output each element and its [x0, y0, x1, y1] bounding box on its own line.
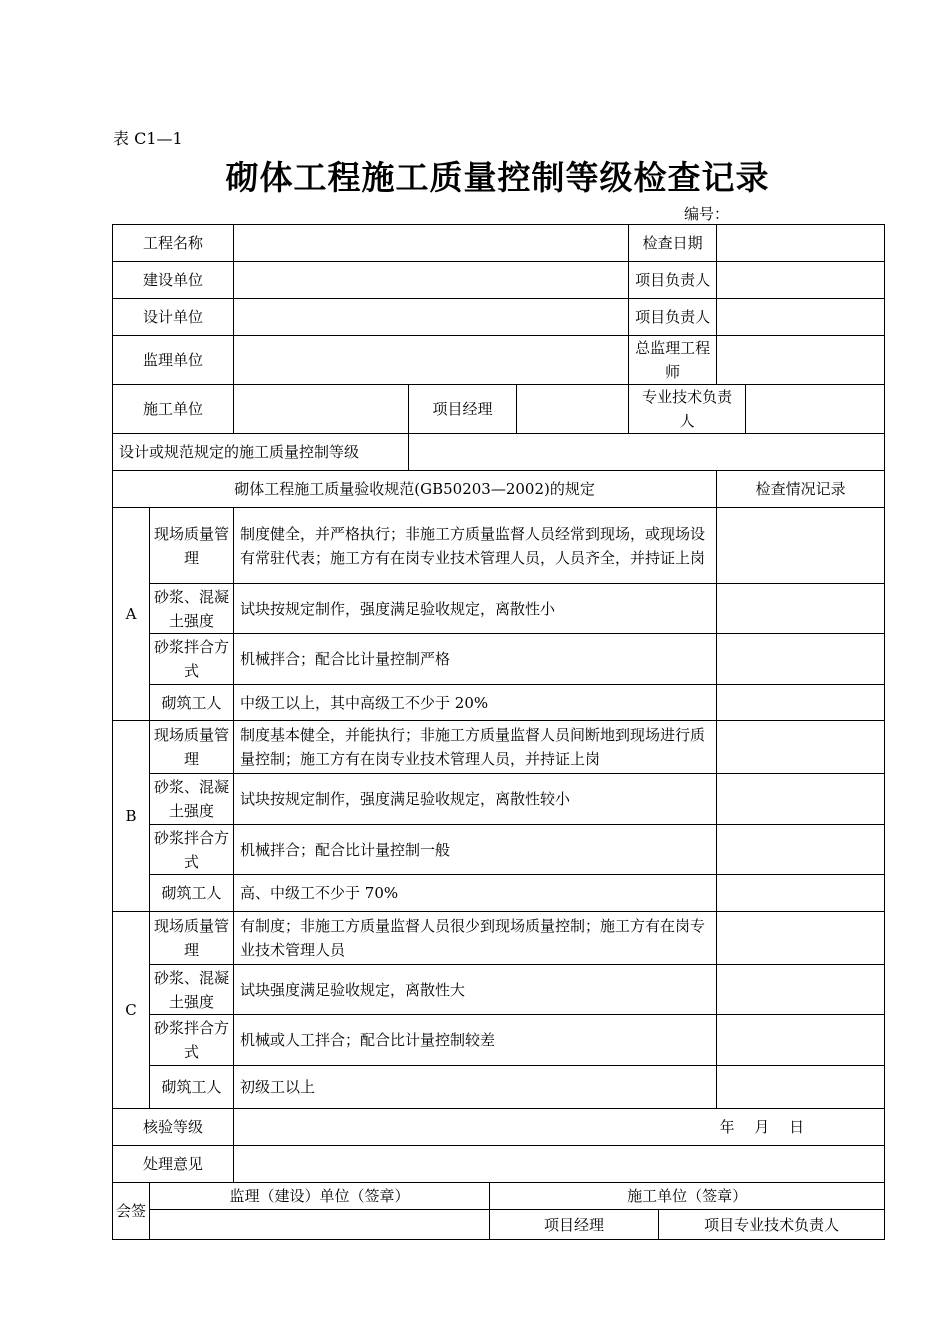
project-name-field[interactable]: [234, 225, 629, 262]
construction-leader-field[interactable]: [717, 262, 885, 299]
countersign-label: 会签: [113, 1183, 150, 1240]
grade-b-label: B: [113, 721, 150, 912]
design-leader-field[interactable]: [717, 299, 885, 336]
form-code: 表 C1—1: [113, 129, 183, 148]
construction-unit-label: 建设单位: [113, 262, 234, 299]
check-record-cell[interactable]: [717, 508, 885, 584]
grade-c-label: C: [113, 912, 150, 1109]
sign-project-manager-label: 项目经理: [490, 1210, 659, 1240]
verify-grade-field[interactable]: [234, 1109, 885, 1146]
item-description: 机械拌合；配合比计量控制一般: [234, 825, 717, 875]
item-description: 机械拌合；配合比计量控制严格: [234, 634, 717, 685]
check-record-cell[interactable]: [717, 584, 885, 634]
item-description: 试块按规定制作，强度满足验收规定，离散性较小: [234, 774, 717, 825]
check-record-cell[interactable]: [717, 875, 885, 912]
serial-number-label: 编号：: [684, 205, 730, 223]
grade-a-label: A: [113, 508, 150, 721]
project-manager-label: 项目经理: [409, 385, 517, 434]
item-label: 砂浆拌合方式: [150, 825, 234, 875]
opinion-field[interactable]: [234, 1146, 885, 1183]
item-label: 现场质量管理: [150, 508, 234, 584]
check-record-cell[interactable]: [717, 912, 885, 965]
required-grade-label: 设计或规范规定的施工质量控制等级: [113, 434, 409, 471]
check-record-header: 检查情况记录: [717, 471, 885, 508]
item-description: 有制度；非施工方质量监督人员很少到现场质量控制；施工方有在岗专业技术管理人员: [234, 912, 717, 965]
item-description: 试块按规定制作，强度满足验收规定，离散性小: [234, 584, 717, 634]
construction-leader-label: 项目负责人: [629, 262, 717, 299]
check-record-cell[interactable]: [717, 774, 885, 825]
item-label: 现场质量管理: [150, 721, 234, 774]
item-label: 现场质量管理: [150, 912, 234, 965]
contractor-field[interactable]: [234, 385, 409, 434]
supervision-unit-label: 监理单位: [113, 336, 234, 385]
project-name-label: 工程名称: [113, 225, 234, 262]
contractor-sign-label: 施工单位（签章）: [490, 1183, 885, 1210]
project-manager-field[interactable]: [517, 385, 629, 434]
item-description: 制度基本健全，并能执行；非施工方质量监督人员间断地到现场进行质量控制；施工方有在岗专业技术管理人员，并持证上岗: [234, 721, 717, 774]
construction-unit-field[interactable]: [234, 262, 629, 299]
check-record-cell[interactable]: [717, 965, 885, 1015]
supervision-unit-field[interactable]: [234, 336, 629, 385]
item-label: 砌筑工人: [150, 1066, 234, 1109]
technical-leader-label: 专业技术负责人: [629, 385, 746, 434]
page-title: 砌体工程施工质量控制等级检查记录: [225, 158, 770, 197]
item-description: 机械或人工拌合；配合比计量控制较差: [234, 1015, 717, 1066]
spec-standard-header: 砌体工程施工质量验收规范(GB50203—2002)的规定: [113, 471, 717, 508]
check-record-cell[interactable]: [717, 685, 885, 721]
item-label: 砌筑工人: [150, 875, 234, 912]
check-record-cell[interactable]: [717, 634, 885, 685]
item-label: 砂浆拌合方式: [150, 634, 234, 685]
item-description: 中级工以上，其中高级工不少于 20%: [234, 685, 717, 721]
contractor-label: 施工单位: [113, 385, 234, 434]
chief-supervisor-label: 总监理工程师: [629, 336, 717, 385]
design-unit-field[interactable]: [234, 299, 629, 336]
item-description: 初级工以上: [234, 1066, 717, 1109]
verify-grade-label: 核验等级: [113, 1109, 234, 1146]
item-description: 试块强度满足验收规定，离散性大: [234, 965, 717, 1015]
check-record-cell[interactable]: [717, 1066, 885, 1109]
sign-tech-leader-label: 项目专业技术负责人: [659, 1210, 885, 1240]
date-text: 年 月 日: [719, 1118, 805, 1136]
opinion-label: 处理意见: [113, 1146, 234, 1183]
technical-leader-field[interactable]: [746, 385, 885, 434]
check-date-label: 检查日期: [629, 225, 717, 262]
chief-supervisor-field[interactable]: [717, 336, 885, 385]
item-label: 砂浆、混凝土强度: [150, 584, 234, 634]
check-record-cell[interactable]: [717, 825, 885, 875]
item-description: 制度健全，并严格执行；非施工方质量监督人员经常到现场，或现场设有常驻代表；施工方有在岗专业技术管理人员，人员齐全，并持证上岗: [234, 508, 717, 584]
item-description: 高、中级工不少于 70%: [234, 875, 717, 912]
item-label: 砂浆拌合方式: [150, 1015, 234, 1066]
design-unit-label: 设计单位: [113, 299, 234, 336]
supervision-sign-field[interactable]: [150, 1210, 490, 1240]
item-label: 砂浆、混凝土强度: [150, 965, 234, 1015]
check-record-cell[interactable]: [717, 721, 885, 774]
inspection-form-table: [112, 224, 885, 1240]
item-label: 砂浆、混凝土强度: [150, 774, 234, 825]
check-record-cell[interactable]: [717, 1015, 885, 1066]
required-grade-field[interactable]: [409, 434, 885, 471]
check-date-field[interactable]: [717, 225, 885, 262]
supervision-sign-label: 监理（建设）单位（签章）: [150, 1183, 490, 1210]
item-label: 砌筑工人: [150, 685, 234, 721]
design-leader-label: 项目负责人: [629, 299, 717, 336]
